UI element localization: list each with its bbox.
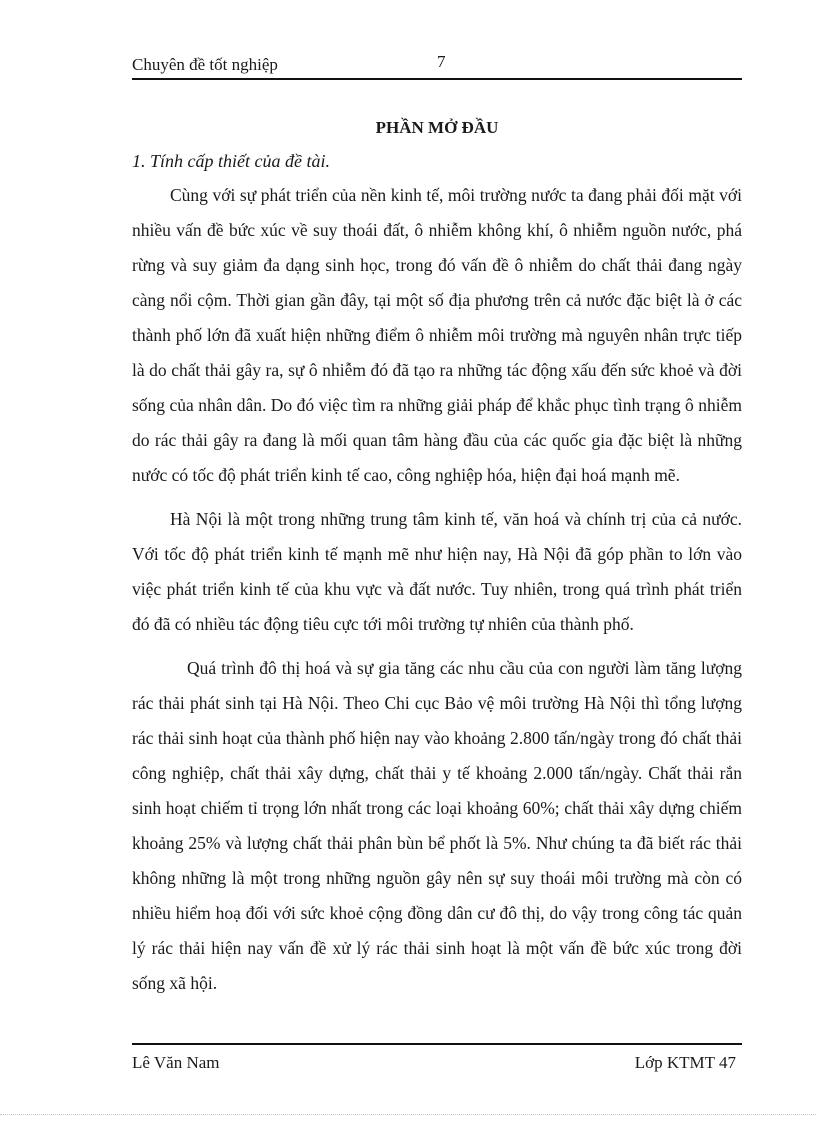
section-title: PHẦN MỞ ĐẦU <box>375 118 499 137</box>
footer-class: Lớp KTMT 47 <box>634 1053 736 1072</box>
page-header <box>132 52 742 80</box>
paragraph-2: Hà Nội là một trong những trung tâm kinh tế, văn hoá và chính trị của cả nước. Với tốc độ phát triển kinh tế mạnh mẽ như hiện nay, Hà Nội đã góp phần to lớn vào việc phát triển kinh tế của khu vực và đất nước. Tuy nhiên, trong quá trình phát triển đó đã có nhiều tác động tiêu cực tới môi trường tự nhiên của thành phố. <box>132 509 742 634</box>
paragraph-3: Quá trình đô thị hoá và sự gia tăng các nhu cầu của con người làm tăng lượng rác thải phát sinh tại Hà Nội. Theo Chi cục Bảo vệ môi trường Hà Nội thì tổng lượng rác thải sinh hoạt của thành phố hiện nay vào khoảng 2.800 tấn/ngày trong đó chất thải công nghiệp, chất thải xây dựng, chất thải y tế khoảng 2.000 tấn/ngày. Chất thải rắn sinh hoạt chiếm tỉ trọng lớn nhất trong các loại khoảng 60%; chất thải xây dựng chiếm khoảng 25% và lượng chất thải phân bùn bể phốt là 5%. Như chúng ta đã biết rác thải không những là một trong những nguồn gây nên sự suy thoái môi trường mà còn có nhiều hiểm hoạ đối với sức khoẻ cộng đồng dân cư đô thị, do vậy trong công tác quản lý rác thải hiện nay vấn đề xử lý rác thải sinh hoạt là một vấn đề bức xúc trong đời sống xã hội. <box>132 658 742 993</box>
page-edge-divider <box>0 1114 816 1115</box>
paragraph-1: Cùng với sự phát triển của nền kinh tế, môi trường nước ta đang phải đối mặt với nhiều vấn đề bức xúc về suy thoái đất, ô nhiễm không khí, ô nhiễm nguồn nước, phá rừng và suy giảm đa dạng sinh học, trong đó vấn đề ô nhiễm do chất thải đang ngày càng nổi cộm. Thời gian gần đây, tại một số địa phương trên cả nước đặc biệt là ở các thành phố lớn đã xuất hiện những điểm ô nhiễm môi trường mà nguyên nhân trực tiếp là do chất thải gây ra, sự ô nhiễm đó đã tạo ra những tác động xấu đến sức khoẻ và đời sống của nhân dân. Do đó việc tìm ra những giải pháp để khắc phục tình trạng ô nhiễm do rác thải gây ra đang là mối quan tâm hàng đầu của các quốc gia đặc biệt là những nước có tốc độ phát triển kinh tế cao, công nghiệp hóa, hiện đại hoá mạnh mẽ. <box>132 185 742 485</box>
page-number: 7 <box>437 52 446 71</box>
footer-author: Lê Văn Nam <box>132 1053 220 1072</box>
header-title: Chuyên đề tốt nghiệp <box>132 55 278 74</box>
subheading: 1. Tính cấp thiết của đề tài. <box>132 151 330 171</box>
page-footer <box>132 1043 742 1079</box>
document-body <box>132 112 742 1001</box>
